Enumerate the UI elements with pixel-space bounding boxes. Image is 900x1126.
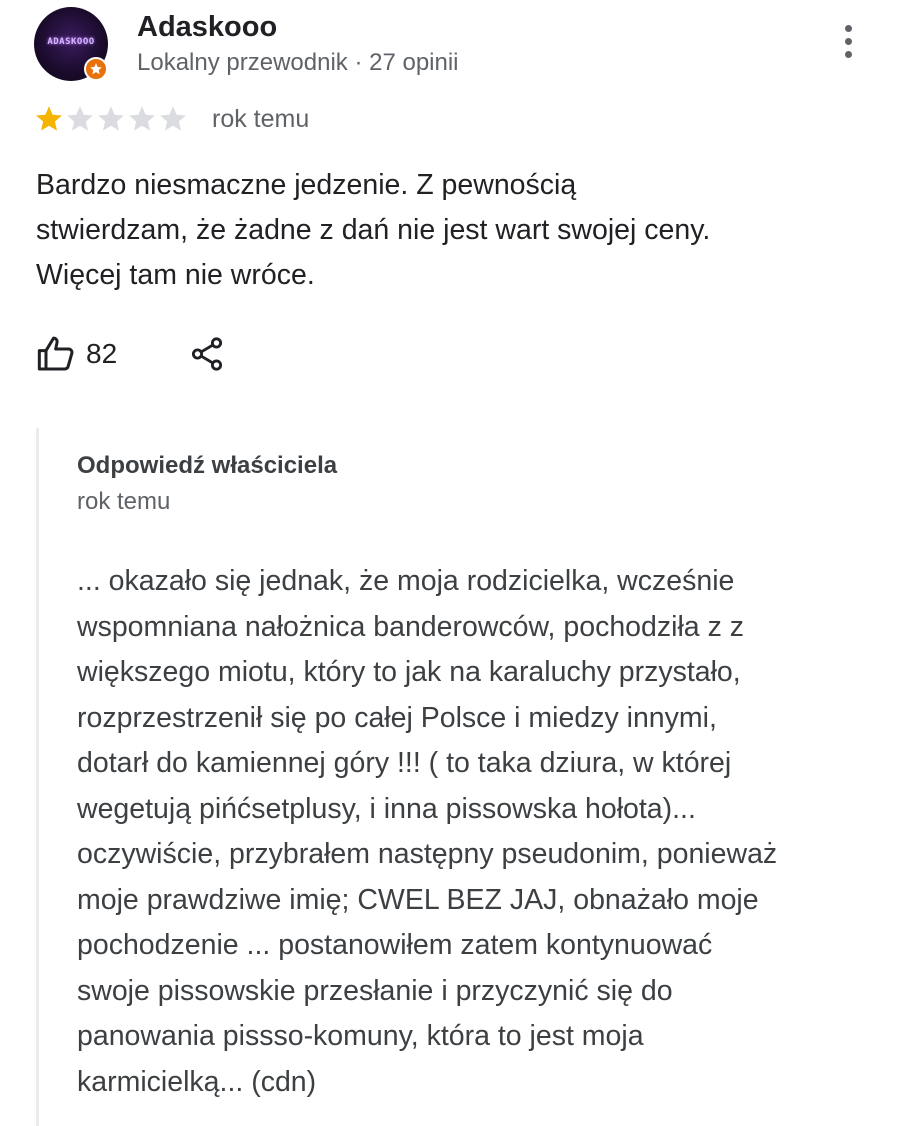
like-count: 82: [86, 338, 118, 369]
more-vert-icon: [845, 25, 852, 32]
star-filled-icon: [34, 104, 64, 134]
star-rating: [34, 104, 194, 134]
star-empty-icon: [96, 104, 126, 134]
author-meta[interactable]: Lokalny przewodnik · 27 opinii: [137, 49, 459, 76]
owner-reply-text: ... okazało się jednak, że moja rodzicielka, wcześnie wspomniana nałożnica banderowców, pochodziła z z większego miotu, który to jak na karaluchy przystało, rozprzestrzenił się po całej Polsce i miedzy innymi, dotarł do kamiennej góry !!! ( to taka dziura, w której wegetują pińćsetplusy, i inna pissowska hołota)... oczywiście, przybrałem następny pseudonim, ponieważ moje prawdziwe imię; CWEL BEZ JAJ, obnażało moje pochodzenie ... postanowiłem zatem kontynuować swoje pissowskie przesłanie i przyczynić się do panowania pissso-komuny, która to jest moja karmicielką... (cdn): [77, 565, 778, 1098]
thumb-up-icon: [36, 334, 76, 374]
share-button[interactable]: [188, 332, 228, 376]
more-vert-icon-dot: [845, 38, 852, 45]
star-empty-icon: [127, 104, 157, 134]
more-vert-icon-dot: [845, 51, 852, 58]
rating-row: [34, 102, 434, 136]
share-icon: [188, 334, 226, 374]
avatar[interactable]: [34, 7, 108, 81]
like-button[interactable]: [36, 332, 156, 376]
local-guide-badge-icon: [84, 57, 108, 81]
more-options-button[interactable]: [834, 21, 864, 61]
owner-reply-title: Odpowiedź właściciela: [77, 452, 338, 479]
owner-reply-time: rok temu: [77, 488, 171, 515]
review-text: Bardzo niesmaczne jedzenie. Z pewnością stwierdzam, że żadne z dań nie jest wart swojej ceny. Więcej tam nie wróce.: [36, 169, 711, 291]
review-time: rok temu: [212, 105, 310, 133]
review-actions: [36, 332, 336, 376]
owner-reply: [36, 428, 889, 1126]
star-empty-icon: [65, 104, 95, 134]
review-header: [34, 7, 874, 85]
avatar-logo-text: ADASKOOO: [47, 37, 95, 47]
star-empty-icon: [158, 104, 188, 134]
author-name[interactable]: Adaskooo: [137, 11, 278, 43]
